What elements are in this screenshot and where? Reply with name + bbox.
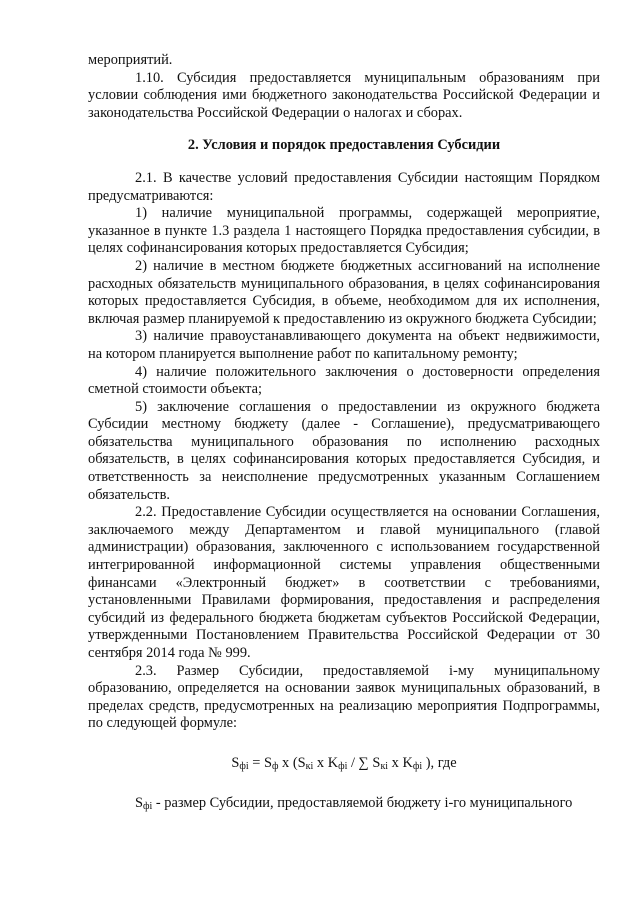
definition-symbol: S: [135, 794, 144, 811]
definition-text: - размер Субсидии, предоставляемой бюджету i-го муниципального: [152, 794, 573, 811]
formula-close: ), где: [422, 754, 457, 771]
definition-symbol-sub: фi: [143, 800, 153, 812]
formula-k2: K: [402, 754, 413, 771]
paragraph-2-1: 2.1. В качестве условий предоставления Субсидии настоящим Порядком предусматриваются:: [88, 169, 600, 204]
formula-times-1: x: [313, 754, 328, 771]
paragraph-1-10: 1.10. Субсидия предоставляется муниципальным образованиям при условии соблюдения ими бюджетного законодательства Российской Федерации и законодательства Российской Федерации о налогах и сборах.: [88, 69, 600, 121]
formula-s2: S: [297, 754, 306, 771]
formula-times-2: x: [388, 754, 403, 771]
subsidy-formula: [88, 755, 600, 773]
formula-k1: K: [327, 754, 339, 771]
formula-k2-sub: фi: [412, 760, 423, 772]
condition-item-1: 1) наличие муниципальной программы, содержащей мероприятие, указанное в пункте 1.3 раздела 1 настоящего Порядка предоставления субсидии, в целях софинансирования которых предоставляется Субсидия;: [88, 205, 600, 257]
section-heading: 2. Условия и порядок предоставления Субсидии: [187, 137, 501, 154]
paragraph-continuation: мероприятий.: [88, 52, 173, 68]
condition-item-5: 5) заключение соглашения о предоставлении из окружного бюджета Субсидии местному бюджету (далее - Соглашение), предусматривающего обязательства муниципального образования по исполнению расходных обязательств, в целях софинансирования которых предоставляется Субсидия, и ответственность за неисполнение предусмотренных указанным Соглашением обязательств.: [88, 398, 600, 503]
formula-definition: [88, 795, 600, 813]
condition-item-4: 4) наличие положительного заключения о достоверности определения сметной стоимости объекта;: [88, 363, 600, 398]
formula-s1-sub: ф: [271, 760, 279, 772]
formula-s3-sub: кi: [380, 760, 389, 772]
formula-s2-sub: кi: [305, 760, 314, 772]
paragraph-2-3: 2.3. Размер Субсидии, предоставляемой i-му муниципальному образованию, определяется на основании заявок муниципальных образований, в пределах средств, предусмотренных на реализацию мероприятия Подпрограммы, по следующей формуле:: [88, 662, 600, 732]
formula-divide-sum: / ∑: [347, 754, 373, 771]
paragraph-2-2: 2.2. Предоставление Субсидии осуществляется на основании Соглашения, заключаемого между Департаментом и главой муниципального (главой администрации) образования, заключенного с использованием государственной интегрированной информационной системы управления общественными финансами «Электронный бюджет» в соответствии с требованиями, установленными Правилами формирования, предоставления и распределения субсидий из федерального бюджета бюджетам субъектов Российской Федерации, утвержденными Постановлением Правительства Российской Федерации от 30 сентября 2014 года № 999.: [88, 504, 600, 661]
formula-equals: =: [248, 754, 264, 771]
condition-item-2: 2) наличие в местном бюджете бюджетных ассигнований на исполнение расходных обязательств муниципального образования, в целях софинансирования которых предоставляется Субсидия, в объеме, необходимом для их исполнения, включая размер планируемой к предоставлению из окружного бюджета Субсидии;: [88, 257, 600, 327]
formula-s3: S: [372, 754, 381, 771]
formula-open: x (: [278, 754, 298, 771]
formula-k1-sub: фi: [338, 760, 348, 772]
formula-lhs-sub: фi: [239, 760, 249, 772]
formula-lhs: S: [231, 754, 240, 771]
condition-item-3: 3) наличие правоустанавливающего документа на объект недвижимости, на котором планируется выполнение работ по капитальному ремонту;: [88, 328, 600, 362]
formula-s1: S: [263, 754, 272, 771]
